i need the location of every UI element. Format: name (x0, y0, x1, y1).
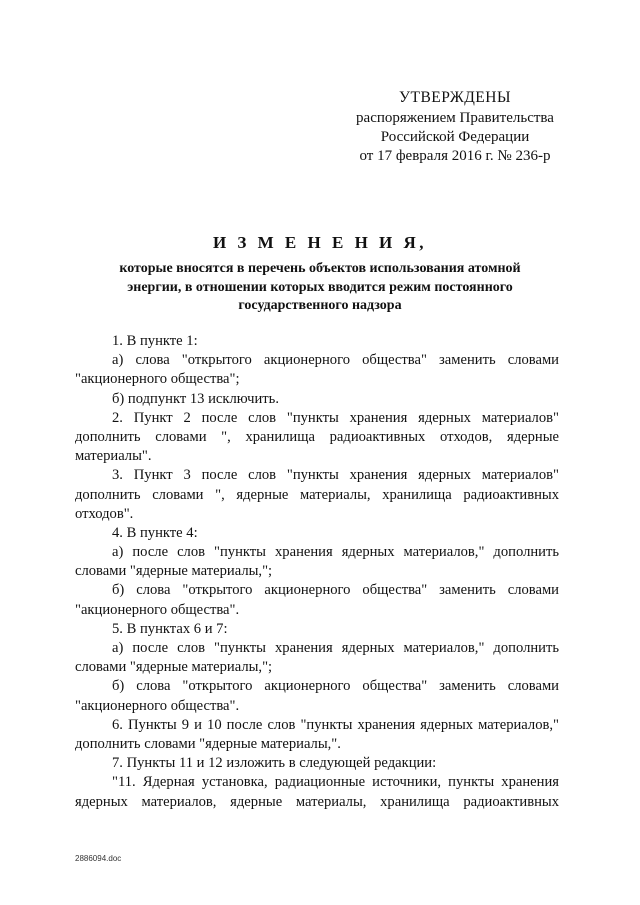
body-line: "акционерного общества". (75, 697, 240, 714)
body-line: словами "ядерные материалы,"; (75, 563, 273, 580)
body-line: "акционерного общества". (75, 601, 240, 618)
body-line: 3. Пункт 3 после слов "пункты хранения ядерных материалов" (112, 467, 559, 484)
body-line: 4. В пункте 4: (112, 524, 198, 541)
body-line: 6. Пункты 9 и 10 после слов "пункты хранения ядерных материалов," (112, 716, 559, 733)
body-line: 7. Пункты 11 и 12 изложить в следующей редакции: (112, 755, 437, 772)
approval-line: от 17 февраля 2016 г. № 236-р (359, 148, 551, 164)
approval-line: Российской Федерации (380, 129, 530, 145)
subheading-line: государственного надзора (238, 298, 402, 313)
document-body (75, 332, 559, 812)
body-line: отходов". (75, 505, 134, 522)
body-line: "11. Ядерная установка, радиационные источники, пункты хранения (112, 774, 559, 791)
body-line: 2. Пункт 2 после слов "пункты хранения ядерных материалов" (112, 409, 559, 426)
subheading-line: энергии, в отношении которых вводится режим постоянного (127, 279, 513, 295)
approval-block (330, 88, 580, 166)
body-line: материалы". (75, 448, 152, 465)
body-line: дополнить словами ", хранилища радиоактивных отходов, ядерные (75, 428, 559, 445)
body-line: б) слова "открытого акционерного общества" заменить словами (112, 678, 559, 695)
body-line: а) после слов "пункты хранения ядерных материалов," дополнить (112, 640, 559, 656)
file-name-footer: 2886094.doc (75, 854, 122, 863)
body-line: 1. В пункте 1: (112, 333, 198, 349)
body-line: дополнить словами ", ядерные материалы, хранилища радиоактивных (75, 486, 559, 503)
body-line: а) после слов "пункты хранения ядерных материалов," дополнить (112, 544, 559, 561)
body-line: дополнить словами "ядерные материалы,". (75, 735, 341, 752)
body-line: а) слова "открытого акционерного общества" заменить словами (112, 352, 559, 369)
body-line: "акционерного общества"; (75, 371, 240, 388)
body-line: словами "ядерные материалы,"; (75, 659, 273, 676)
document-subheading (75, 260, 565, 316)
approval-line: распоряжением Правительства (356, 110, 554, 126)
subheading-line: которые вносятся в перечень объектов использования атомной (119, 261, 521, 276)
body-line: ядерных материалов, ядерные материалы, хранилища радиоактивных (75, 793, 559, 810)
approval-title: УТВЕРЖДЕНЫ (399, 89, 511, 106)
body-line: б) слова "открытого акционерного общества" заменить словами (112, 582, 559, 599)
body-line: 5. В пунктах 6 и 7: (112, 620, 228, 637)
document-heading: И З М Е Н Е Н И Я, (212, 233, 428, 252)
body-line: б) подпункт 13 исключить. (112, 390, 279, 407)
